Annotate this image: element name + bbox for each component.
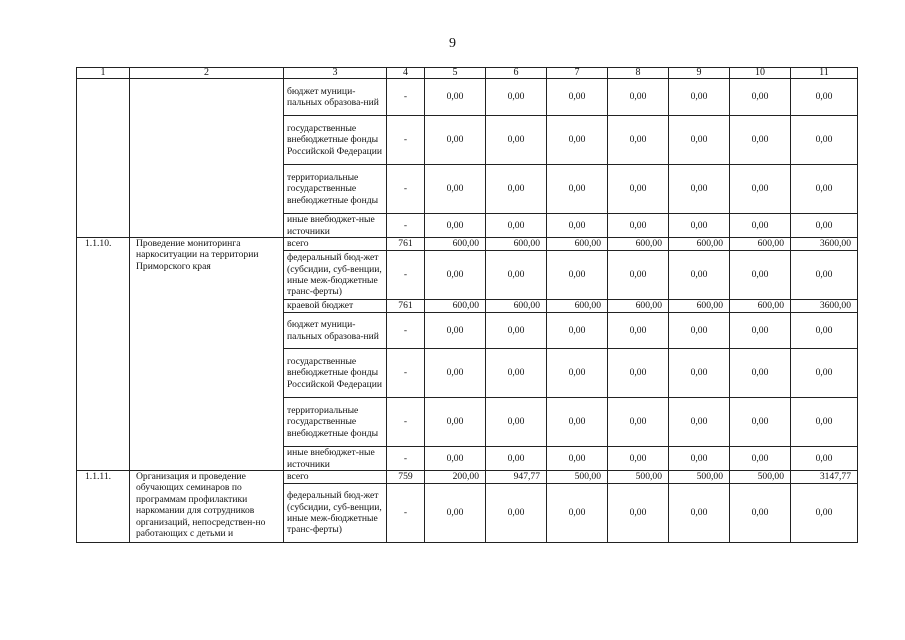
item-code <box>77 79 130 238</box>
amount-cell: 0,00 <box>425 116 486 165</box>
amount-cell: 500,00 <box>730 471 791 484</box>
amount-cell: 0,00 <box>669 313 730 349</box>
amount-cell: 600,00 <box>730 238 791 251</box>
column-header: 4 <box>387 68 425 79</box>
amount-cell: 3147,77 <box>791 471 858 484</box>
column-4-value: 761 <box>387 238 425 251</box>
amount-cell: 947,77 <box>486 471 547 484</box>
amount-cell: 600,00 <box>486 238 547 251</box>
amount-cell: 600,00 <box>425 300 486 313</box>
funding-source: иные внебюджет-ные источники <box>284 447 387 471</box>
amount-cell: 0,00 <box>791 349 858 398</box>
amount-cell: 0,00 <box>486 349 547 398</box>
amount-cell: 0,00 <box>608 313 669 349</box>
amount-cell: 0,00 <box>425 447 486 471</box>
amount-cell: 3600,00 <box>791 238 858 251</box>
amount-cell: 0,00 <box>608 214 669 238</box>
amount-cell: 500,00 <box>669 471 730 484</box>
table-row <box>77 471 858 484</box>
amount-cell: 600,00 <box>608 238 669 251</box>
amount-cell: 0,00 <box>425 349 486 398</box>
item-name: Проведение мониторинга наркоситуации на территории Приморского края <box>130 238 284 471</box>
amount-cell: 0,00 <box>669 116 730 165</box>
column-4-value: - <box>387 251 425 300</box>
column-4-value: - <box>387 79 425 116</box>
funding-source: государственные внебюджетные фонды Российской Федерации <box>284 349 387 398</box>
amount-cell: 3600,00 <box>791 300 858 313</box>
column-header: 9 <box>669 68 730 79</box>
funding-source: федеральный бюд-жет (субсидии, суб-венции, иные меж-бюджетные транс-ферты) <box>284 251 387 300</box>
amount-cell: 0,00 <box>791 447 858 471</box>
amount-cell: 0,00 <box>608 165 669 214</box>
amount-cell: 0,00 <box>730 116 791 165</box>
amount-cell: 0,00 <box>425 484 486 543</box>
amount-cell: 0,00 <box>486 214 547 238</box>
column-header: 3 <box>284 68 387 79</box>
amount-cell: 0,00 <box>425 214 486 238</box>
funding-source: федеральный бюд-жет (субсидии, суб-венции, иные меж-бюджетные транс-ферты) <box>284 484 387 543</box>
column-4-value: - <box>387 447 425 471</box>
amount-cell: 0,00 <box>608 398 669 447</box>
amount-cell: 0,00 <box>669 214 730 238</box>
funding-source: территориальные государственные внебюджетные фонды <box>284 398 387 447</box>
column-header: 6 <box>486 68 547 79</box>
amount-cell: 0,00 <box>791 398 858 447</box>
amount-cell: 500,00 <box>547 471 608 484</box>
amount-cell: 0,00 <box>791 484 858 543</box>
funding-source: иные внебюджет-ные источники <box>284 214 387 238</box>
amount-cell: 0,00 <box>547 398 608 447</box>
amount-cell: 600,00 <box>547 300 608 313</box>
amount-cell: 0,00 <box>608 116 669 165</box>
amount-cell: 0,00 <box>486 447 547 471</box>
amount-cell: 600,00 <box>547 238 608 251</box>
item-name: Организация и проведение обучающих семинаров по программам профилактики наркомании для сотрудников организаций, непосредствен-но работающих с детьми и <box>130 471 284 543</box>
amount-cell: 0,00 <box>547 116 608 165</box>
amount-cell: 600,00 <box>730 300 791 313</box>
funding-source: территориальные государственные внебюджетные фонды <box>284 165 387 214</box>
amount-cell: 0,00 <box>486 398 547 447</box>
amount-cell: 0,00 <box>730 214 791 238</box>
amount-cell: 0,00 <box>608 484 669 543</box>
column-4-value: 759 <box>387 471 425 484</box>
funding-source: бюджет муници-пальных образова-ний <box>284 313 387 349</box>
amount-cell: 0,00 <box>730 79 791 116</box>
amount-cell: 600,00 <box>608 300 669 313</box>
amount-cell: 0,00 <box>425 79 486 116</box>
amount-cell: 200,00 <box>425 471 486 484</box>
amount-cell: 0,00 <box>791 251 858 300</box>
amount-cell: 0,00 <box>730 484 791 543</box>
amount-cell: 0,00 <box>608 447 669 471</box>
column-4-value: - <box>387 398 425 447</box>
amount-cell: 0,00 <box>547 447 608 471</box>
amount-cell: 0,00 <box>791 116 858 165</box>
column-4-value: - <box>387 313 425 349</box>
amount-cell: 0,00 <box>791 165 858 214</box>
funding-source: всего <box>284 238 387 251</box>
column-header: 10 <box>730 68 791 79</box>
column-header: 8 <box>608 68 669 79</box>
amount-cell: 600,00 <box>425 238 486 251</box>
table-row <box>77 238 858 251</box>
amount-cell: 0,00 <box>547 214 608 238</box>
amount-cell: 0,00 <box>669 165 730 214</box>
amount-cell: 0,00 <box>669 484 730 543</box>
amount-cell: 0,00 <box>791 214 858 238</box>
amount-cell: 0,00 <box>425 398 486 447</box>
amount-cell: 0,00 <box>486 251 547 300</box>
amount-cell: 0,00 <box>486 79 547 116</box>
amount-cell: 0,00 <box>547 313 608 349</box>
amount-cell: 0,00 <box>730 349 791 398</box>
amount-cell: 0,00 <box>669 398 730 447</box>
amount-cell: 0,00 <box>486 165 547 214</box>
item-code: 1.1.11. <box>77 471 130 543</box>
amount-cell: 0,00 <box>669 251 730 300</box>
amount-cell: 0,00 <box>547 165 608 214</box>
amount-cell: 600,00 <box>669 238 730 251</box>
amount-cell: 0,00 <box>730 447 791 471</box>
amount-cell: 0,00 <box>547 251 608 300</box>
amount-cell: 600,00 <box>669 300 730 313</box>
column-header: 1 <box>77 68 130 79</box>
amount-cell: 0,00 <box>486 313 547 349</box>
amount-cell: 0,00 <box>608 79 669 116</box>
column-header: 2 <box>130 68 284 79</box>
column-4-value: 761 <box>387 300 425 313</box>
funding-source: бюджет муници-пальных образова-ний <box>284 79 387 116</box>
column-header: 7 <box>547 68 608 79</box>
amount-cell: 0,00 <box>730 313 791 349</box>
funding-source: государственные внебюджетные фонды Российской Федерации <box>284 116 387 165</box>
amount-cell: 0,00 <box>425 251 486 300</box>
column-header-row <box>77 68 858 79</box>
item-code: 1.1.10. <box>77 238 130 471</box>
amount-cell: 500,00 <box>608 471 669 484</box>
amount-cell: 0,00 <box>669 349 730 398</box>
amount-cell: 0,00 <box>547 484 608 543</box>
amount-cell: 0,00 <box>791 313 858 349</box>
column-4-value: - <box>387 214 425 238</box>
amount-cell: 0,00 <box>730 251 791 300</box>
page-number: 9 <box>449 36 456 51</box>
amount-cell: 0,00 <box>669 447 730 471</box>
column-4-value: - <box>387 349 425 398</box>
amount-cell: 0,00 <box>486 116 547 165</box>
amount-cell: 0,00 <box>608 349 669 398</box>
column-4-value: - <box>387 116 425 165</box>
table-body <box>77 68 858 543</box>
item-name <box>130 79 284 238</box>
amount-cell: 0,00 <box>730 165 791 214</box>
amount-cell: 0,00 <box>425 165 486 214</box>
amount-cell: 0,00 <box>547 349 608 398</box>
amount-cell: 0,00 <box>547 79 608 116</box>
column-4-value: - <box>387 484 425 543</box>
amount-cell: 0,00 <box>669 79 730 116</box>
funding-source: краевой бюджет <box>284 300 387 313</box>
funding-source: всего <box>284 471 387 484</box>
amount-cell: 0,00 <box>486 484 547 543</box>
amount-cell: 0,00 <box>791 79 858 116</box>
amount-cell: 600,00 <box>486 300 547 313</box>
amount-cell: 0,00 <box>730 398 791 447</box>
amount-cell: 0,00 <box>608 251 669 300</box>
column-header: 11 <box>791 68 858 79</box>
column-4-value: - <box>387 165 425 214</box>
budget-table <box>76 67 858 543</box>
table-row <box>77 79 858 116</box>
amount-cell: 0,00 <box>425 313 486 349</box>
column-header: 5 <box>425 68 486 79</box>
